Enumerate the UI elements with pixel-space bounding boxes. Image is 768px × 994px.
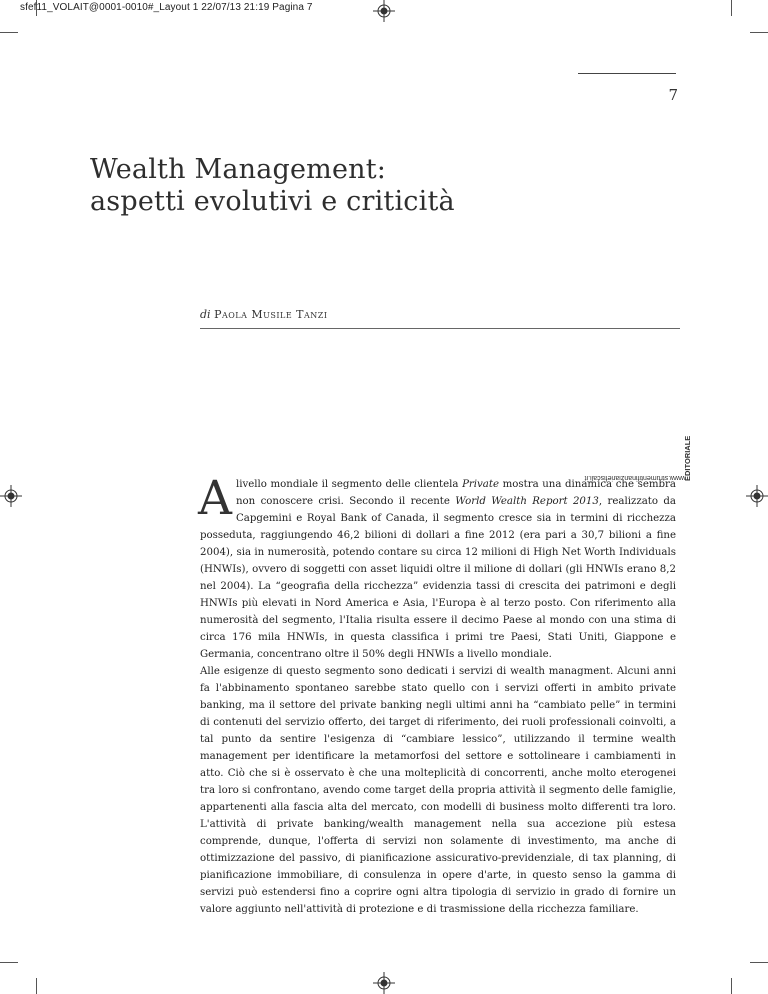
drop-cap: A (198, 471, 232, 526)
crop-mark (0, 962, 18, 963)
crop-mark (731, 978, 732, 994)
header-rule (578, 73, 676, 74)
body-paragraph: A livello mondiale il segmento delle clientela Private mostra una dinamica che sembra non conoscere crisi. Secondo il recente World Wealth Report 2013, realizzato da Capgemini e Royal Bank of Canada, il segmento cresce sia in termini di ricchezza posseduta, raggiungendo 46,2 bilioni di dollari a fine 2012 (era pari a 30,7 bilioni a fine 2004), sia in numerosità, potendo contare su circa 12 milioni di High Net Worth Individuals (HNWIs), ovvero di soggetti con asset liquidi oltre il milione di dollari (gli HNWIs erano 8,2 nel 2004). La “geografia della ricchezza” evidenzia tassi di crescita dei patrimoni e degli HNWIs più elevati in Nord America e Asia, l'Europa è al terzo posto. Con riferimento alla numerosità del segmento, l'Italia risulta essere il decimo Paese al mondo con una stima di circa 176 mila HNWIs, in questa classifica i primi tre Paesi, Stati Uniti, Giappone e Germania, concentrano oltre il 50% degli HNWIs a livello mondiale. (198, 471, 676, 660)
author-name: Paola Musile Tanzi (214, 308, 328, 321)
title-line-1: Wealth Management: (90, 154, 387, 185)
article-body (198, 471, 676, 918)
crop-mark (750, 32, 768, 33)
crop-mark (0, 32, 18, 33)
author-prefix: di (200, 308, 211, 321)
body-paragraph: Alle esigenze di questo segmento sono dedicati i servizi di wealth managment. Alcuni anni fa l'abbinamento spontaneo sarebbe stato quello con i servizi offerti in ambito private banking, ma il settore del private banking negli ultimi anni ha “cambiato pelle” in termini di contenuti del servizio offerto, dei target di riferimento, dei ruoli professionali coinvolti, a tal punto da sentire l'esigenza di “cambiare lessico”, utilizzando il termine wealth management per identificare la metamorfosi del settore e sottolineare i cambiamenti in atto. Ciò che si è osservato è che una molteplicità di concorrenti, anche molto eterogenei tra loro si confrontano, avendo come target della propria attività il segmento delle famiglie, appartenenti alla fascia alta del mercato, con modelli di business molto differenti tra loro. L'attività di private banking/wealth management nella sua accezione più estesa comprende, dunque, l'offerta di servizi non solamente di investimento, ma anche di ottimizzazione del passivo, di pianificazione assicurativo-previdenziale, di tax planning, di pianificazione immobiliare, di consulenza in opere d'arte, in questo senso la gamma di servizi può estendersi fino a coprire ogni altra tipologia di servizio in grado di fornire un valore aggiunto nell'attività di protezione e di trasmissione della ricchezza familiare. (200, 666, 676, 915)
crop-mark (731, 0, 732, 16)
article-title (90, 154, 455, 218)
crop-mark (36, 978, 37, 994)
registration-mark-icon (373, 972, 395, 994)
crop-mark (750, 962, 768, 963)
registration-mark-icon (373, 0, 395, 22)
side-section-label (584, 328, 693, 490)
printer-slug: sfef11_VOLAIT@0001-0010#_Layout 1 22/07/13 21:19 Pagina 7 (20, 2, 313, 13)
registration-mark-icon (0, 485, 22, 507)
side-label-site: www.strumentifinanziariefiscali.it (584, 474, 685, 481)
author-byline (200, 308, 328, 321)
byline-rule (200, 328, 680, 329)
page-number: 7 (668, 86, 678, 104)
registration-mark-icon (746, 485, 768, 507)
title-line-2: aspetti evolutivi e criticità (90, 186, 455, 217)
side-label-section: EDITORIALE (683, 435, 692, 481)
